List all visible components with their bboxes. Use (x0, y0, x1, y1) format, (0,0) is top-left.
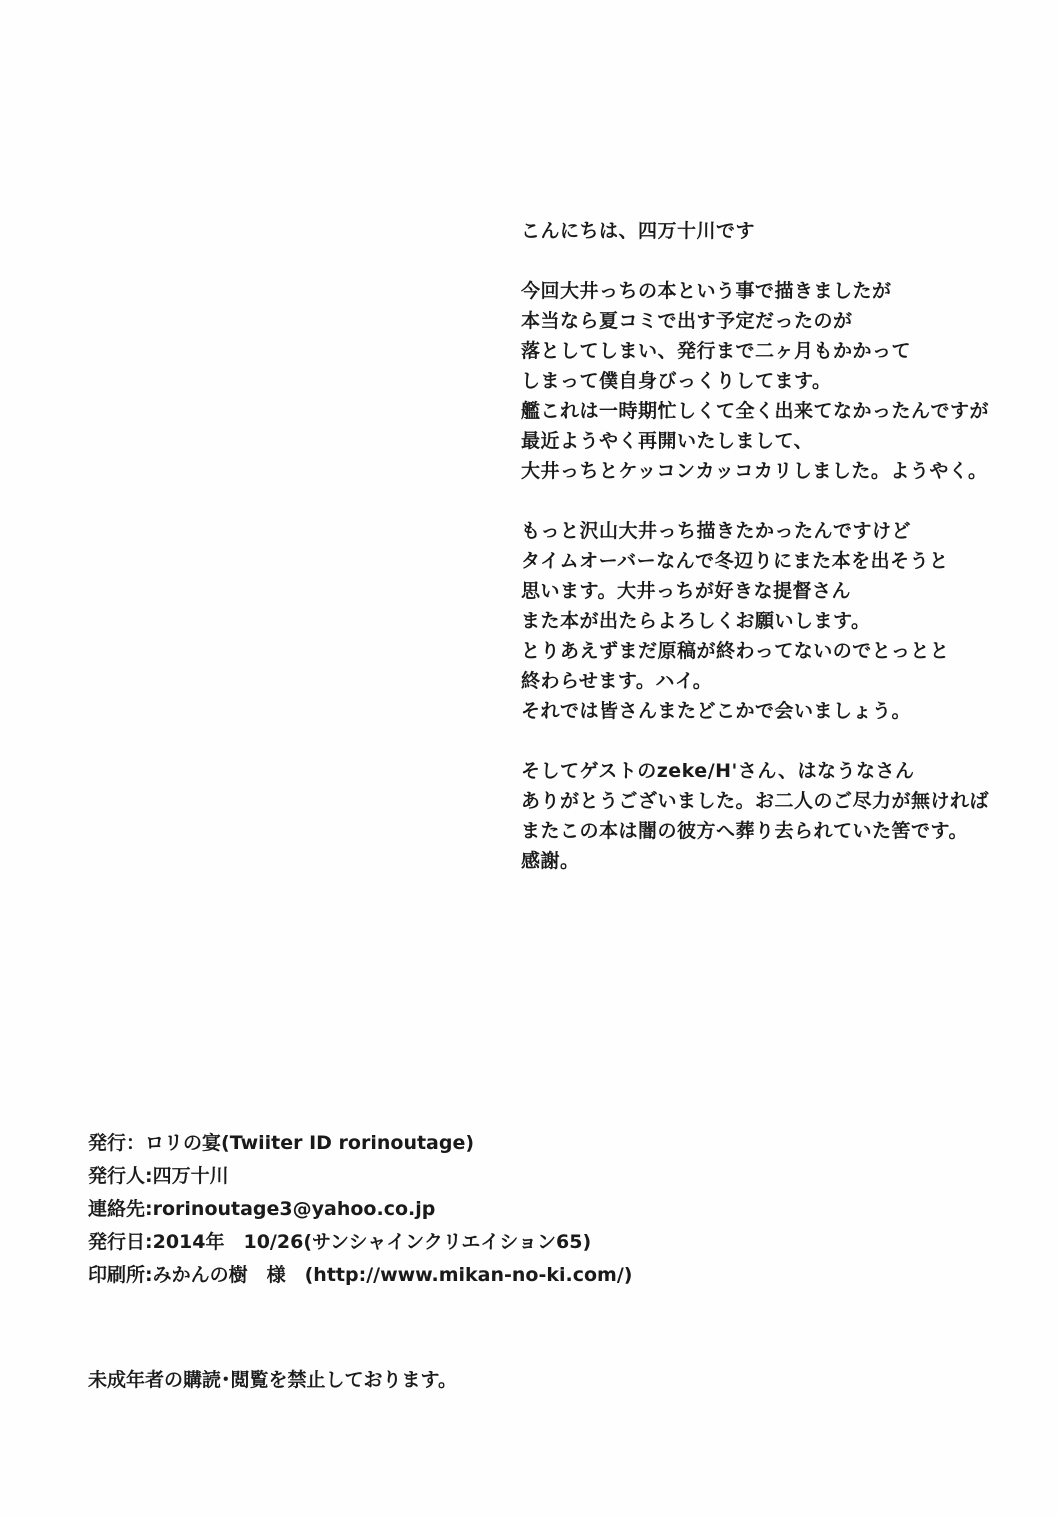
colophon (88, 1127, 988, 1292)
age-restriction-notice: 未成年者の購読･閲覧を禁止しております。 (88, 1369, 457, 1391)
afterword-paragraph-2 (521, 516, 1041, 726)
colophon-publisher-value: ：ロリの宴(Twiiter ID rorinoutage) (126, 1132, 475, 1154)
colophon-issuer-label: 発行人 (88, 1165, 146, 1187)
afterword-line: またこの本は闇の彼方へ葬り去られていた筈です。 (521, 820, 968, 842)
colophon-date-row (88, 1226, 988, 1259)
colophon-date-value: :2014年 10/26(サンシャインクリエイション65) (145, 1231, 592, 1253)
afterword-line: とりあえずまだ原稿が終わってないのでとっとと (521, 640, 950, 662)
afterword-line: 感謝。 (521, 850, 580, 872)
afterword-line: タイムオーバーなんで冬辺りにまた本を出そうと (521, 550, 949, 572)
afterword-line: 艦これは一時期忙しくて全く出来てなかったんですが (521, 400, 990, 422)
afterword-line: そしてゲストのzeke/H'さん、はなうなさん (521, 760, 915, 782)
afterword-line: ありがとうございました。お二人のご尽力が無ければ (521, 790, 990, 812)
colophon-date-label: 発行日 (88, 1231, 146, 1253)
colophon-issuer-row (88, 1160, 988, 1193)
colophon-contact-value: :rorinoutage3@yahoo.co.jp (145, 1198, 436, 1220)
colophon-issuer-value: :四万十川 (145, 1165, 229, 1187)
colophon-printer-label: 印刷所 (88, 1264, 146, 1286)
afterword-line: もっと沢山大井っち描きたかったんですけど (521, 520, 912, 542)
afterword-paragraph-3 (521, 756, 1041, 876)
afterword-line: 今回大井っちの本という事で描きましたが (521, 280, 892, 302)
afterword-line: 落としてしまい、発行まで二ヶ月もかかって (521, 340, 912, 362)
afterword-line: それでは皆さんまたどこかで会いましょう。 (521, 700, 912, 722)
colophon-printer-value: :みかんの樹 様 (http://www.mikan-no-ki.com/) (145, 1264, 633, 1286)
afterword-greeting: こんにちは、四万十川です (521, 220, 756, 242)
colophon-printer-row (88, 1259, 988, 1292)
colophon-contact-row (88, 1193, 988, 1226)
afterword-line: 終わらせます。ハイ。 (521, 670, 713, 692)
afterword-line: また本が出たらよろしくお願いします。 (521, 610, 871, 632)
afterword-line: 最近ようやく再開いたしまして、 (521, 430, 814, 452)
afterword-paragraph-1 (521, 276, 1041, 486)
colophon-publisher-label: 発行 (88, 1132, 127, 1154)
afterword (521, 216, 1041, 906)
colophon-contact-label: 連絡先 (88, 1198, 146, 1220)
afterword-line: 思います。大井っちが好きな提督さん (521, 580, 851, 602)
afterword-line: 大井っちとケッコンカッコカリしました。ようやく。 (521, 460, 988, 482)
afterword-line: 本当なら夏コミで出す予定だったのが (521, 310, 853, 332)
afterword-line: しまって僕自身びっくりしてます。 (521, 370, 832, 392)
colophon-publisher-row (88, 1127, 988, 1160)
